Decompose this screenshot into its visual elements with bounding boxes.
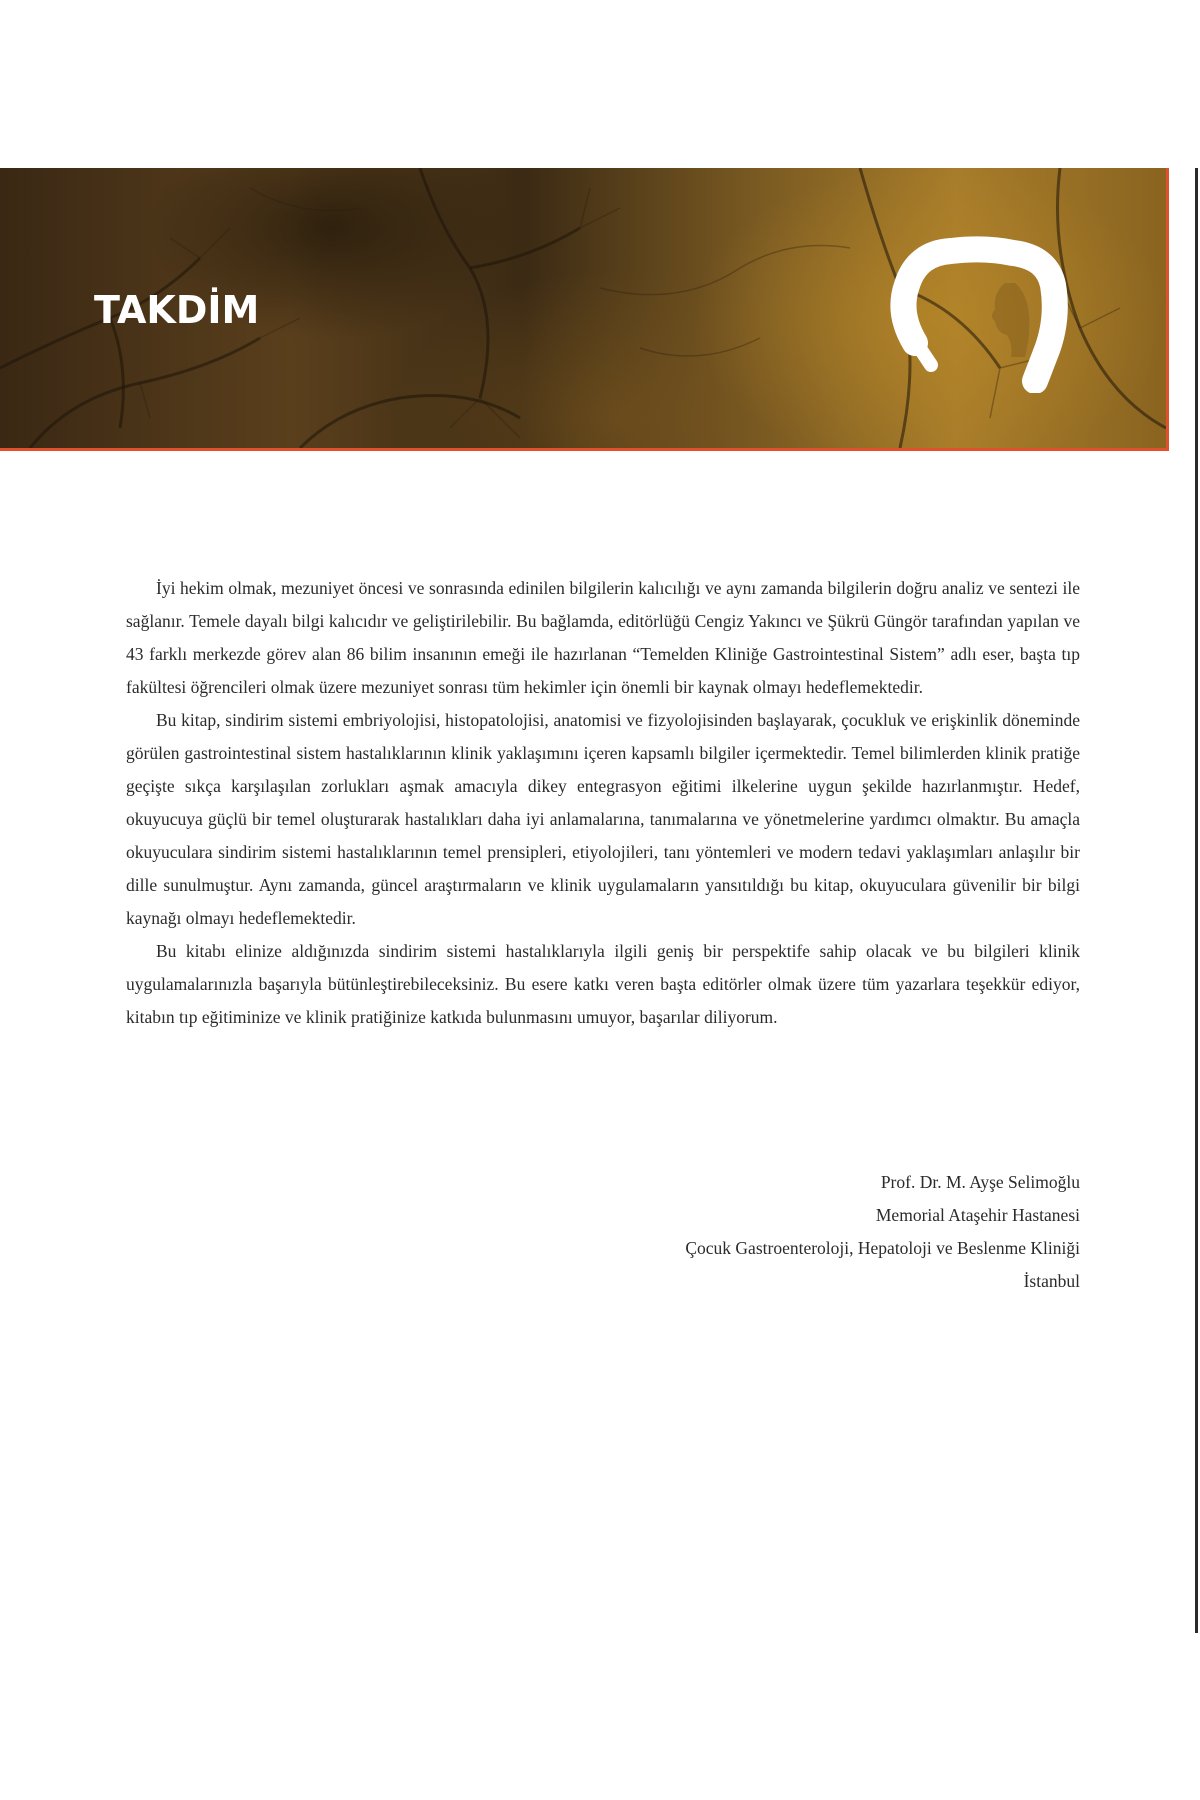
- page-edge: [1195, 168, 1198, 1633]
- author-city: İstanbul: [1023, 1271, 1080, 1291]
- paragraph: Bu kitap, sindirim sistemi embriyolojisi, histopatolojisi, anatomisi ve fizyolojisinden başlayarak, çocukluk ve erişkinlik döneminde görülen gastrointestinal sistem hastalıklarının klinik yaklaşımını içeren kapsamlı bilgiler içermektedir. Temel bilimlerden klinik pratiğe geçişte sıkça karşılaşılan zorlukları aşmak amacıyla dikey entegrasyon eğitimi ilkelerine uygun şekilde hazırlanmıştır. Hedef, okuyucuya güçlü bir temel oluşturarak hastalıkları daha iyi anlamalarına, tanımalarına ve yönetmelerine yardımcı olmaktır. Bu amaçla okuyuculara sindirim sistemi hastalıklarının temel prensipleri, etiyolojileri, tanı yöntemleri ve modern tedavi yaklaşımları anlaşılır bir dille sunulmuştur. Aynı zamanda, güncel araştırmaların ve klinik uygulamaların yansıtıldığı bu kitap, okuyuculara güvenilir bir bilgi kaynağı olmayı hedeflemektedir.: [126, 710, 1080, 928]
- signature-block: [685, 1166, 1080, 1298]
- page-title: TAKDİM: [94, 288, 260, 332]
- foreword-body: [126, 572, 1080, 1034]
- author-name: Prof. Dr. M. Ayşe Selimoğlu: [880, 1172, 1080, 1192]
- header-banner: [0, 168, 1169, 451]
- intestine-icon: [885, 223, 1075, 393]
- author-hospital: Memorial Ataşehir Hastanesi: [875, 1205, 1080, 1225]
- paragraph: İyi hekim olmak, mezuniyet öncesi ve sonrasında edinilen bilgilerin kalıcılığı ve aynı zamanda bilgilerin doğru analiz ve sentezi ile sağlanır. Temele dayalı bilgi kalıcıdır ve geliştirilebilir. Bu bağlamda, editörlüğü Cengiz Yakıncı ve Şükrü Güngör tarafından yapılan ve 43 farklı merkezde görev alan 86 bilim insanının emeği ile hazırlanan “Temelden Kliniğe Gastrointestinal Sistem” adlı eser, başta tıp fakültesi öğrencileri olmak üzere mezuniyet sonrası tüm hekimler için önemli bir kaynak olmayı hedeflemektedir.: [126, 578, 1080, 697]
- author-department: Çocuk Gastroenteroloji, Hepatoloji ve Beslenme Kliniği: [685, 1238, 1080, 1258]
- paragraph: Bu kitabı elinize aldığınızda sindirim sistemi hastalıklarıyla ilgili geniş bir perspektife sahip olacak ve bu bilgileri klinik uygulamalarınızla başarıyla bütünleştirebileceksiniz. Bu esere katkı veren başta editörler olmak üzere tüm yazarlara teşekkür ediyor, kitabın tıp eğitiminize ve klinik pratiğinize katkıda bulunmasını umuyor, başarılar diliyorum.: [126, 941, 1080, 1027]
